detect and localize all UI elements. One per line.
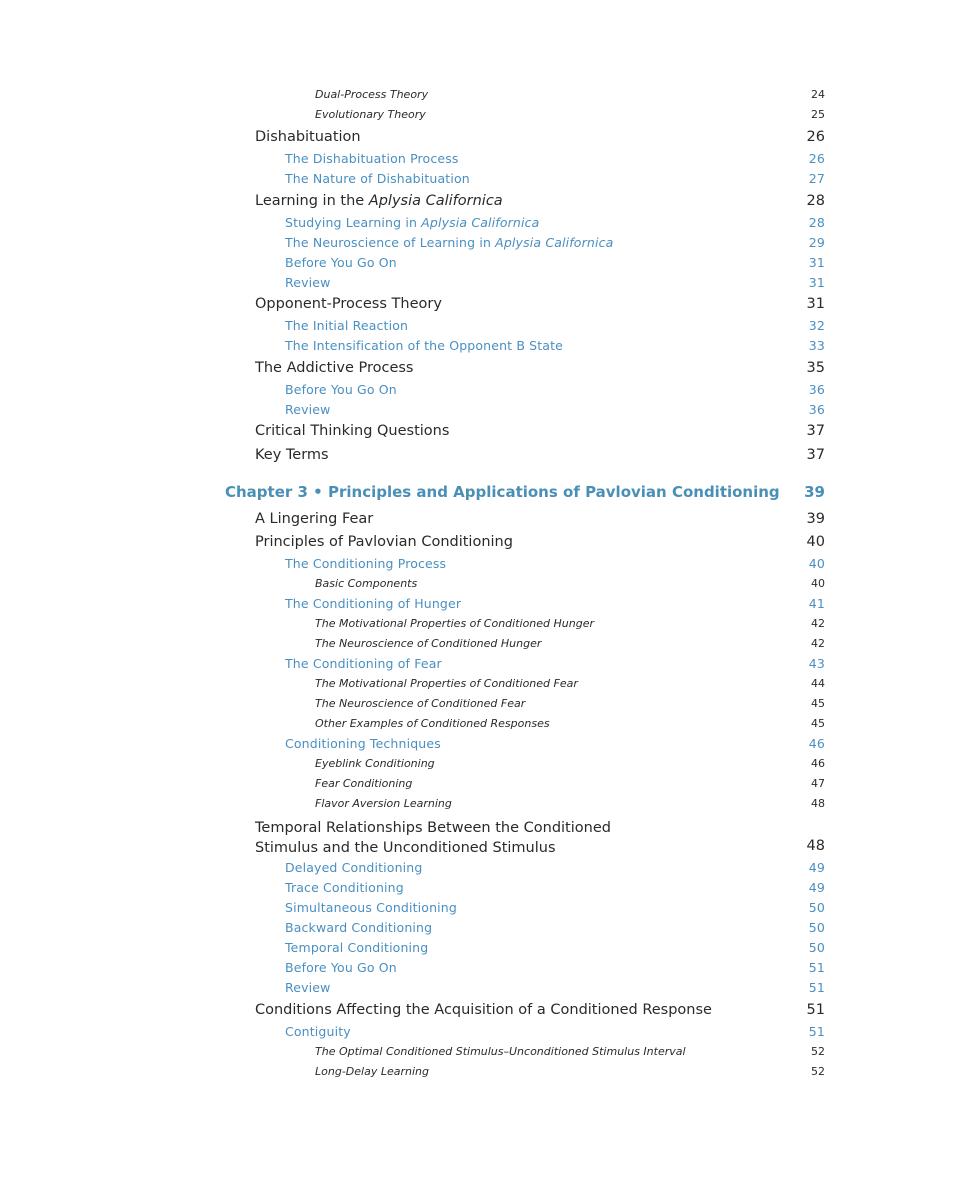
title-species: Aplysia Californica bbox=[421, 215, 540, 230]
toc-section-title bbox=[255, 193, 503, 209]
toc-subsection-page: 28 bbox=[808, 215, 825, 230]
toc-entry-page: 42 bbox=[811, 617, 825, 630]
toc-subsection-page: 27 bbox=[808, 171, 825, 186]
toc-subsection-page: 29 bbox=[808, 235, 825, 250]
toc-section-title: Opponent-Process Theory bbox=[255, 296, 442, 312]
toc-subsection-page: 31 bbox=[808, 275, 825, 290]
toc-section-title: Principles of Pavlovian Conditioning bbox=[255, 534, 513, 550]
toc-entry-title: The Neuroscience of Conditioned Hunger bbox=[315, 637, 542, 650]
toc-subsection-page: 50 bbox=[808, 900, 825, 915]
title-species: Aplysia Californica bbox=[495, 235, 614, 250]
toc-section-page: 37 bbox=[806, 447, 825, 463]
toc-entry-title: Fear Conditioning bbox=[315, 777, 413, 790]
toc-entry-title: Long-Delay Learning bbox=[315, 1065, 429, 1078]
toc-subsection-title: Review bbox=[285, 980, 331, 995]
toc-subsection-page: 51 bbox=[808, 980, 825, 995]
toc-section-page: 26 bbox=[806, 129, 825, 145]
toc-subsection-title: Temporal Conditioning bbox=[285, 940, 429, 955]
toc-section-page: 40 bbox=[806, 534, 825, 550]
toc-section-page: 28 bbox=[806, 193, 825, 209]
toc-section-page: 37 bbox=[806, 423, 825, 439]
toc-subsection-page: 51 bbox=[808, 1024, 825, 1039]
toc-entry-title: Basic Components bbox=[315, 577, 418, 590]
toc-entry-page: 44 bbox=[811, 677, 825, 690]
chapter-page: 39 bbox=[804, 483, 825, 501]
chapter-title: Chapter 3 • Principles and Applications of Pavlovian Conditioning bbox=[225, 483, 780, 501]
title-line-2: Stimulus and the Unconditioned Stimulus bbox=[255, 840, 556, 856]
toc-subsection-page: 43 bbox=[808, 656, 825, 671]
toc-section-title: A Lingering Fear bbox=[255, 511, 374, 527]
toc-subsection-title: Before You Go On bbox=[285, 960, 397, 975]
title-prefix: Studying Learning in bbox=[285, 215, 422, 230]
toc-entry-title: Flavor Aversion Learning bbox=[315, 797, 452, 810]
toc-section-title: Key Terms bbox=[255, 447, 329, 463]
toc-subsection-page: 31 bbox=[808, 255, 825, 270]
toc-entry-page: 47 bbox=[811, 777, 825, 790]
title-species: Aplysia Californica bbox=[368, 193, 503, 209]
toc-subsection-title: The Conditioning of Hunger bbox=[285, 596, 462, 611]
toc-entry-page: 45 bbox=[811, 717, 825, 730]
toc-entry-title: Other Examples of Conditioned Responses bbox=[315, 717, 550, 730]
toc-subsection-title: Backward Conditioning bbox=[285, 920, 433, 935]
toc-entry-title: Eyeblink Conditioning bbox=[315, 757, 435, 770]
toc-entry-title: The Motivational Properties of Conditioned Hunger bbox=[315, 617, 595, 630]
toc-section-title: The Addictive Process bbox=[255, 360, 414, 376]
toc-entry-page: 24 bbox=[811, 88, 825, 101]
toc-subsection-title: The Initial Reaction bbox=[285, 318, 409, 333]
toc-subsection-page: 49 bbox=[808, 880, 825, 895]
toc-section-title bbox=[255, 818, 611, 858]
toc-subsection-title: Simultaneous Conditioning bbox=[285, 900, 457, 915]
toc-entry-title: The Optimal Conditioned Stimulus–Unconditioned Stimulus Interval bbox=[315, 1045, 686, 1058]
toc-subsection-page: 32 bbox=[808, 318, 825, 333]
toc-subsection-page: 46 bbox=[808, 736, 825, 751]
toc-subsection-title: Contiguity bbox=[285, 1024, 351, 1039]
toc-entry-title: The Neuroscience of Conditioned Fear bbox=[315, 697, 526, 710]
toc-subsection-title: Before You Go On bbox=[285, 382, 397, 397]
toc-subsection-page: 40 bbox=[808, 556, 825, 571]
toc-entry-page: 46 bbox=[811, 757, 825, 770]
title-prefix: The Neuroscience of Learning in bbox=[285, 235, 496, 250]
toc-section-title: Conditions Affecting the Acquisition of a Conditioned Response bbox=[255, 1002, 712, 1018]
toc-entry-page: 25 bbox=[811, 108, 825, 121]
toc-entry-page: 42 bbox=[811, 637, 825, 650]
toc-entry-page: 52 bbox=[811, 1065, 825, 1078]
toc-section-page: 51 bbox=[806, 1002, 825, 1018]
toc-subsection-title: Delayed Conditioning bbox=[285, 860, 423, 875]
toc-subsection-title: The Conditioning of Fear bbox=[285, 656, 442, 671]
toc-subsection-title: The Nature of Dishabituation bbox=[285, 171, 470, 186]
toc-section-page: 39 bbox=[806, 511, 825, 527]
toc-section-page: 48 bbox=[806, 838, 825, 854]
toc-entry-page: 52 bbox=[811, 1045, 825, 1058]
toc-subsection-title bbox=[285, 235, 613, 250]
toc-subsection-page: 33 bbox=[808, 338, 825, 353]
toc-subsection-page: 26 bbox=[808, 151, 825, 166]
toc-subsection-title: Review bbox=[285, 402, 331, 417]
toc-entry-title: Evolutionary Theory bbox=[315, 108, 426, 121]
toc-subsection-page: 36 bbox=[808, 382, 825, 397]
toc-subsection-page: 50 bbox=[808, 920, 825, 935]
toc-subsection-title: Before You Go On bbox=[285, 255, 397, 270]
toc-subsection-page: 36 bbox=[808, 402, 825, 417]
toc-section-page: 35 bbox=[806, 360, 825, 376]
toc-subsection-title: The Intensification of the Opponent B State bbox=[285, 338, 564, 353]
toc-subsection-page: 51 bbox=[808, 960, 825, 975]
toc-section-title: Dishabituation bbox=[255, 129, 361, 145]
toc-subsection-page: 41 bbox=[808, 596, 825, 611]
title-line-1: Temporal Relationships Between the Conditioned bbox=[255, 820, 611, 836]
toc-subsection-title: The Dishabituation Process bbox=[285, 151, 459, 166]
toc-entry-page: 48 bbox=[811, 797, 825, 810]
toc-entry-title: Dual-Process Theory bbox=[315, 88, 429, 101]
title-prefix: Learning in the bbox=[255, 193, 369, 209]
toc-section-title: Critical Thinking Questions bbox=[255, 423, 450, 439]
toc-subsection-title: Conditioning Techniques bbox=[285, 736, 441, 751]
toc-entry-page: 45 bbox=[811, 697, 825, 710]
toc-subsection-title: Trace Conditioning bbox=[285, 880, 404, 895]
toc-subsection-title: Review bbox=[285, 275, 331, 290]
toc-subsection-page: 49 bbox=[808, 860, 825, 875]
toc-subsection-page: 50 bbox=[808, 940, 825, 955]
toc-subsection-title bbox=[285, 215, 539, 230]
toc-entry-page: 40 bbox=[811, 577, 825, 590]
toc-subsection-title: The Conditioning Process bbox=[285, 556, 447, 571]
toc-entry-title: The Motivational Properties of Conditioned Fear bbox=[315, 677, 578, 690]
toc-section-page: 31 bbox=[806, 296, 825, 312]
